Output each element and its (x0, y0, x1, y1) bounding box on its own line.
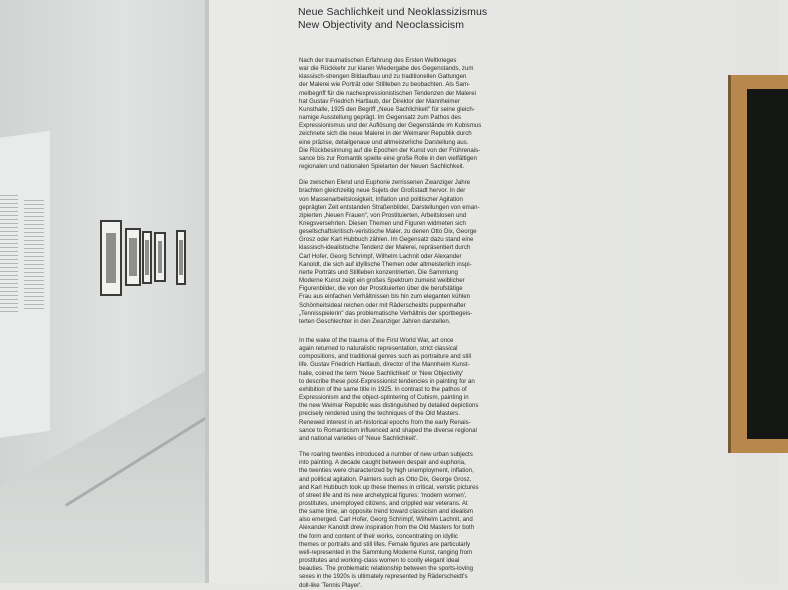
heading-english: New Objectivity and Neoclassicism (298, 19, 465, 31)
framed-artwork (125, 228, 141, 286)
wall-text-heading (298, 6, 487, 32)
wall-corner (205, 0, 209, 583)
german-paragraph-2: Die zwischen Elend und Euphorie zerrissenen Zwanziger Jahre brachten gleichzeitig neue Sujets der Großstadt hervor. In der von Massenarbeitslosigkeit, Inflation und politischer Agitation geprägten Zeit entstanden Straßenbilder, Darstellungen von eman- zipierten „Neuen Frauen", von Prostituierten, Arbeitslosen und Kriegsversehrten. Diesen Themen und Figuren widmeten sich gesellschaftskritisch-veristische Maler, zu denen Otto Dix, George Grosz oder Karl Hubbuch zählen. Im Gegensatz dazu stand eine klassisch-idealistische Tendenz der Malerei, repräsentiert durch Carl Hofer, Georg Schrimpf, Wilhelm Lachnit oder Alexander Kanoldt, die sich auf idyllische Themen oder altmeisterlich inspi- rierte Porträts und Stillleben konzentrierten. Die Sammlung Moderne Kunst zeigt ein großes Spektrum zumeist weiblicher Figurenbilder, die von der Prostituierten über die berufstätige Frau aus einfachen Verhältnissen bis hin zum eleganten kühlen Schönheitsideal reichen oder mit Räderscheidts puppenhafter „Tennisspielerin" das problematische Verhältnis der sportbegeis- terten Geschlechter in den Zwanziger Jahren darstellen. (299, 179, 480, 325)
framed-artwork (154, 232, 166, 282)
framed-artwork (100, 220, 122, 296)
framed-artwork (142, 231, 152, 284)
german-paragraph-1: Nach der traumatischen Erfahrung des Ersten Weltkrieges war die Rückkehr zur klaren Wiedergabe des Gegenstands, zum klassisch-strengen Bildaufbau und zu traditionellen Gattungen der Malerei wie Porträt oder Stillleben zu beobachten. Als Sam- melbegriff für die nachexpressionistischen Tendenzen der Malerei hat Gustav Friedrich Hartlaub, der Direktor der Mannheimer Kunsthalle, 1925 den Begriff „Neue Sachlichkeit" für seine gleich- namige Ausstellung geprägt. Im Gegensatz zum Pathos des Expressionismus und der Auflösung der Gegenstände im Kubismus zeichnete sich die neue Malerei in der Weimarer Republik durch eine präzise, detailgenaue und altmeisterliche Darstellung aus. Die Rückbesinnung auf die Epochen der Kunst von der Frührenais- sance bis zur Romantik spielte eine große Rolle in den vielfältigen regionalen und nationalen Spielarten der Neuen Sachlichkeit. (299, 57, 482, 171)
german-text-block (299, 57, 591, 326)
english-paragraph-2: The roaring twenties introduced a number of new urban subjects into painting. A decade caught between despair and euphoria, the twenties were characterized by high unemployment, inflation, and political agitation. Painters such as Otto Dix, George Grosz, and Karl Hubbuch took up these themes in critical, veristic pictures of street life and its new archetypical figures: 'modern women', prostitutes, unemployed citizens, and crippled war veterans. At the same time, an opposite trend toward classicism and idealism also emerged. Carl Hofer, Georg Schrimpf, Wilhelm Lachnit, and Alexander Kanoldt drew inspiration from the Old Masters for both the form and content of their works, concentrating on idyllic themes or portraits and still lifes. Female figures are particularly well-represented in the Sammlung Moderne Kunst, ranging from prostitutes and working-class women to coolly elegant ideal beauties. The problematic relationship between the sports-loving sexes in the 1920s is ultimately represented by Räderscheidt's doll-like 'Tennis Player'. (299, 451, 479, 589)
english-paragraph-1: In the wake of the trauma of the First World War, art once again returned to naturalistic representation, strict classical compositions, and traditional genres such as portraiture and still life. Gustav Friedrich Hartlaub, director of the Mannheim Kunst- halle, coined the term 'Neue Sachlichkeit' or 'New Objectivity' to describe these post-Expressionist tendencies in painting for an exhibition of the same title in 1925. In contrast to the pathos of Expressionism and the object-splintering of Cubism, painting in the new Weimar Republic was distinguished by detailed depictions precisely rendered using the techniques of the Old Masters. Renewed interest in art-historical epochs from the early Renais- sance to Romanticism influenced and shaped the diverse regional and national varieties of 'Neue Sachlichkeit'. (299, 337, 479, 442)
framed-artwork (176, 230, 186, 285)
distant-text-lines (24, 200, 44, 310)
english-text-block (299, 337, 591, 590)
framed-painting (728, 75, 788, 453)
heading-german: Neue Sachlichkeit und Neoklassizismus (298, 6, 488, 18)
distant-text-lines (0, 195, 18, 315)
